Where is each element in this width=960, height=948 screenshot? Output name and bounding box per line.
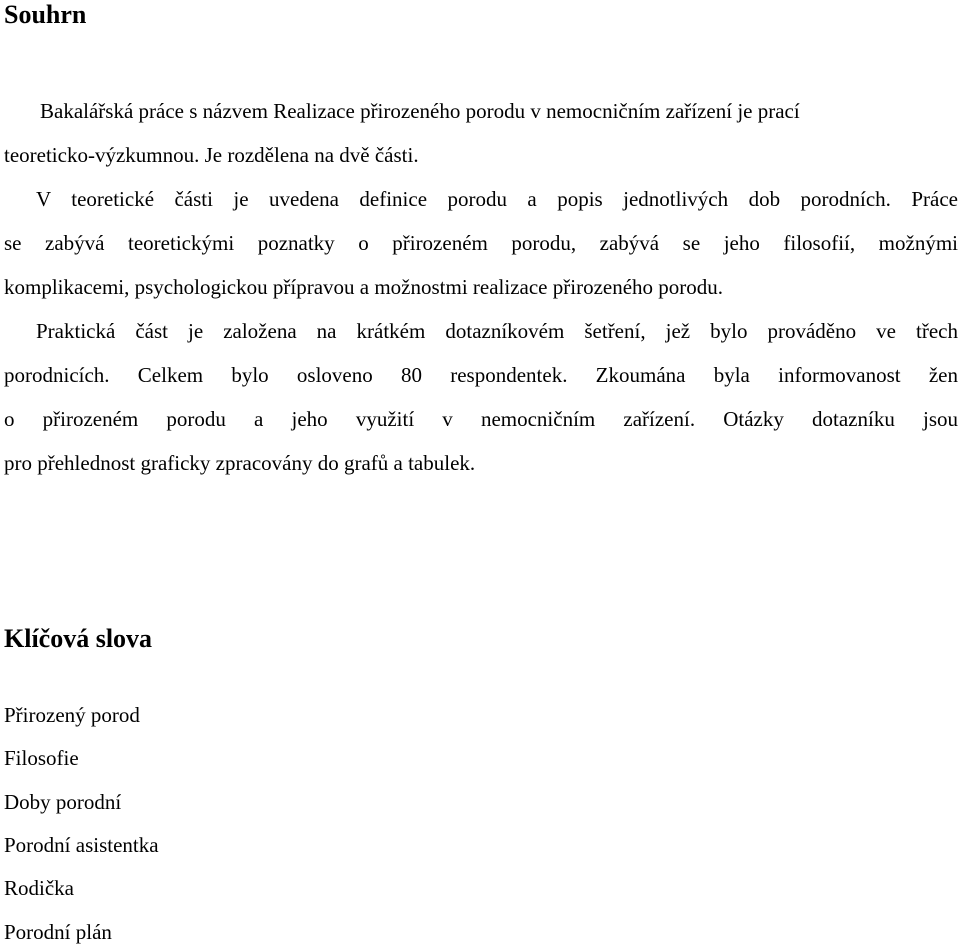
summary-line: teoreticko-výzkumnou. Je rozdělena na dvě části. bbox=[4, 143, 419, 167]
keyword-item: Porodní plán bbox=[4, 920, 112, 944]
summary-line: o přirozeném porodu a jeho využití v nemocničním zařízení. Otázky dotazníku jsou bbox=[4, 407, 958, 431]
summary-line: porodnicích. Celkem bylo osloveno 80 respondentek. Zkoumána byla informovanost žen bbox=[4, 363, 958, 387]
keyword-item: Doby porodní bbox=[4, 790, 122, 814]
keywords-heading: Klíčová slova bbox=[4, 624, 153, 653]
summary-line: komplikacemi, psychologickou přípravou a možnostmi realizace přirozeného porodu. bbox=[4, 275, 724, 299]
summary-line: V teoretické části je uvedena definice porodu a popis jednotlivých dob porodních. Práce bbox=[36, 187, 958, 211]
keyword-item: Filosofie bbox=[4, 746, 79, 770]
summary-line: Bakalářská práce s názvem Realizace přirozeného porodu v nemocničním zařízení je prací bbox=[40, 99, 800, 123]
keyword-item: Přirozený porod bbox=[4, 703, 140, 727]
summary-heading: Souhrn bbox=[4, 0, 87, 29]
summary-line: pro přehlednost graficky zpracovány do grafů a tabulek. bbox=[4, 451, 476, 475]
summary-line: Praktická část je založena na krátkém dotazníkovém šetření, jež bylo prováděno ve třech bbox=[36, 319, 958, 343]
keyword-item: Porodní asistentka bbox=[4, 833, 159, 857]
keyword-item: Rodička bbox=[4, 876, 74, 900]
summary-line: se zabývá teoretickými poznatky o přirozeném porodu, zabývá se jeho filosofií, možnými bbox=[4, 231, 958, 255]
